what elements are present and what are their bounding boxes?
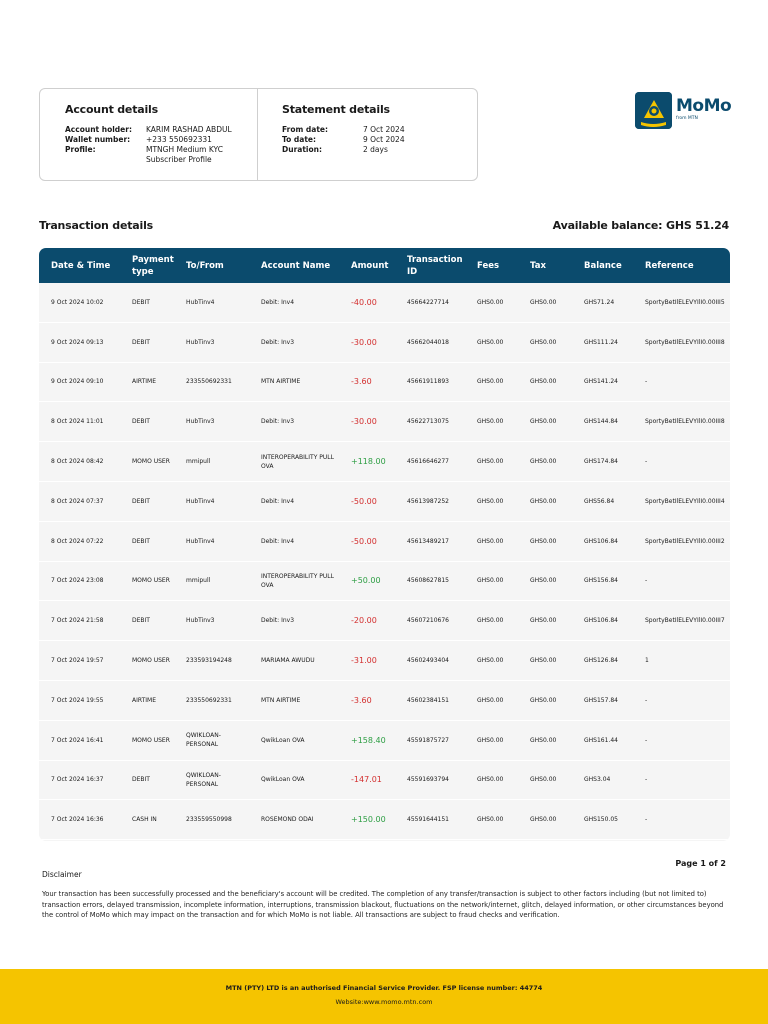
cell-date: 9 Oct 2024 09:13 bbox=[51, 338, 104, 346]
wallet-number-value: +233 550692331 bbox=[146, 135, 212, 144]
cell-payment-type: DEBIT bbox=[132, 497, 150, 505]
momo-logo-sub: from MTN bbox=[676, 116, 698, 121]
cell-amount: +50.00 bbox=[351, 576, 381, 586]
profile-value: MTNGH Medium KYC Subscriber Profile bbox=[146, 145, 223, 164]
table-row bbox=[39, 800, 730, 840]
table-body bbox=[39, 283, 730, 840]
cell-amount: -3.60 bbox=[351, 377, 372, 387]
cell-to-from: HubTinv3 bbox=[186, 418, 215, 426]
cell-reference: - bbox=[645, 736, 648, 744]
cell-fees: GHS0.00 bbox=[477, 657, 504, 665]
cell-account-name: MTN AIRTIME bbox=[261, 378, 301, 386]
cell-reference: - bbox=[645, 577, 648, 585]
disclaimer-title: Disclaimer bbox=[42, 870, 82, 879]
cell-balance: GHS106.84 bbox=[584, 617, 618, 625]
cell-transaction-id: 45662044018 bbox=[407, 338, 449, 346]
column-header: Fees bbox=[477, 260, 500, 271]
table-row bbox=[39, 283, 730, 323]
cell-payment-type: MOMO USER bbox=[132, 458, 170, 466]
to-date-label: To date: bbox=[282, 135, 316, 144]
cell-amount: -50.00 bbox=[351, 536, 377, 546]
cell-balance: GHS156.84 bbox=[584, 577, 618, 585]
column-header: Amount bbox=[351, 260, 389, 271]
cell-reference: - bbox=[645, 378, 648, 386]
transaction-details-title: Transaction details bbox=[39, 219, 154, 232]
cell-fees: GHS0.00 bbox=[477, 617, 504, 625]
available-balance: Available balance: GHS 51.24 bbox=[552, 219, 729, 232]
cell-fees: GHS0.00 bbox=[477, 418, 504, 426]
table-row bbox=[39, 363, 730, 403]
cell-tax: GHS0.00 bbox=[530, 696, 557, 704]
cell-date: 7 Oct 2024 16:36 bbox=[51, 816, 104, 824]
cell-transaction-id: 45607210676 bbox=[407, 617, 449, 625]
cell-fees: GHS0.00 bbox=[477, 298, 504, 306]
cell-tax: GHS0.00 bbox=[530, 458, 557, 466]
table-row bbox=[39, 562, 730, 602]
column-header: Reference bbox=[645, 260, 694, 271]
cell-date: 7 Oct 2024 19:57 bbox=[51, 657, 104, 665]
account-holder-value: KARIM RASHAD ABDUL bbox=[146, 125, 232, 134]
cell-payment-type: DEBIT bbox=[132, 776, 150, 784]
profile-label: Profile: bbox=[65, 145, 96, 154]
cell-amount: +118.00 bbox=[351, 457, 386, 467]
cell-transaction-id: 45591644151 bbox=[407, 816, 449, 824]
table-row bbox=[39, 402, 730, 442]
cell-reference: SportyBetIlELEVYIlI0.00III7 bbox=[645, 617, 725, 625]
cell-fees: GHS0.00 bbox=[477, 378, 504, 386]
cell-balance: GHS3.04 bbox=[584, 776, 611, 784]
cell-transaction-id: 45613987252 bbox=[407, 497, 449, 505]
cell-payment-type: MOMO USER bbox=[132, 657, 170, 665]
cell-account-name: Debit: Inv3 bbox=[261, 338, 295, 346]
cell-account-name: Debit: Inv3 bbox=[261, 617, 295, 625]
cell-balance: GHS71.24 bbox=[584, 298, 615, 306]
cell-reference: SportyBetIlELEVYIlI0.00III8 bbox=[645, 418, 725, 426]
cell-to-from: HubTinv3 bbox=[186, 338, 215, 346]
column-header: Date & Time bbox=[51, 260, 111, 271]
cell-account-name: Debit: Inv3 bbox=[261, 418, 295, 426]
cell-date: 7 Oct 2024 16:41 bbox=[51, 736, 104, 744]
cell-tax: GHS0.00 bbox=[530, 736, 557, 744]
cell-balance: GHS157.84 bbox=[584, 696, 618, 704]
cell-tax: GHS0.00 bbox=[530, 577, 557, 585]
cell-fees: GHS0.00 bbox=[477, 537, 504, 545]
cell-reference: - bbox=[645, 696, 648, 704]
cell-amount: -30.00 bbox=[351, 417, 377, 427]
column-header: Payment type bbox=[132, 254, 174, 277]
cell-tax: GHS0.00 bbox=[530, 816, 557, 824]
cell-transaction-id: 45602384151 bbox=[407, 696, 449, 704]
duration-row bbox=[282, 145, 477, 155]
from-date-label: From date: bbox=[282, 125, 329, 134]
footer-website[interactable]: Website:www.momo.mtn.com bbox=[335, 998, 433, 1006]
disclaimer-text: Your transaction has been successfully processed and the beneficiary's account will be credited. The completion of any transfer/transaction is subject to other factors including (but not limited to) transaction errors, delayed transmission, incomplete information, interruptions, transmission blackout, fluctuations on the network/internet, glitch, delayed information, or other circumstances beyond the control of MoMo which may impact on the transaction and for which MoMo is not liable. All transactions are subject to fraud checks and verification. bbox=[42, 890, 724, 919]
statement-details-title: Statement details bbox=[282, 103, 390, 116]
table-row bbox=[39, 323, 730, 363]
cell-date: 7 Oct 2024 19:55 bbox=[51, 696, 104, 704]
cell-to-from: 233550692331 bbox=[186, 696, 232, 704]
cell-transaction-id: 45664227714 bbox=[407, 298, 449, 306]
account-holder-row bbox=[65, 125, 257, 135]
cell-to-from: mmipull bbox=[186, 458, 211, 466]
cell-account-name: QwikLoan OVA bbox=[261, 736, 305, 744]
column-header: Account Name bbox=[261, 260, 331, 271]
cell-balance: GHS150.05 bbox=[584, 816, 618, 824]
cell-account-name: Debit: Inv4 bbox=[261, 537, 295, 545]
cell-reference: - bbox=[645, 776, 648, 784]
momo-logo bbox=[635, 92, 731, 129]
column-header: Balance bbox=[584, 260, 622, 271]
cell-fees: GHS0.00 bbox=[477, 816, 504, 824]
cell-balance: GHS161.44 bbox=[584, 736, 618, 744]
cell-fees: GHS0.00 bbox=[477, 497, 504, 505]
cell-to-from: QWIKLOAN-PERSONAL bbox=[186, 771, 221, 788]
cell-payment-type: AIRTIME bbox=[132, 696, 157, 704]
cell-account-name: MTN AIRTIME bbox=[261, 696, 301, 704]
cell-amount: -40.00 bbox=[351, 297, 377, 307]
cell-fees: GHS0.00 bbox=[477, 338, 504, 346]
cell-fees: GHS0.00 bbox=[477, 776, 504, 784]
cell-amount: -147.01 bbox=[351, 775, 382, 785]
cell-reference: SportyBetIlELEVYIlI0.00III5 bbox=[645, 298, 725, 306]
cell-payment-type: CASH IN bbox=[132, 816, 157, 824]
table-row bbox=[39, 442, 730, 482]
cell-to-from: QWIKLOAN-PERSONAL bbox=[186, 732, 221, 749]
from-date-value: 7 Oct 2024 bbox=[363, 125, 405, 134]
cell-account-name: INTEROPERABILITY PULL OVA bbox=[261, 572, 334, 589]
cell-balance: GHS111.24 bbox=[584, 338, 618, 346]
cell-amount: -3.60 bbox=[351, 695, 372, 705]
table-row bbox=[39, 601, 730, 641]
cell-date: 9 Oct 2024 10:02 bbox=[51, 298, 104, 306]
cell-account-name: MARIAMA AWUDU bbox=[261, 657, 315, 665]
cell-balance: GHS141.24 bbox=[584, 378, 618, 386]
cell-to-from: HubTinv3 bbox=[186, 617, 215, 625]
cell-fees: GHS0.00 bbox=[477, 736, 504, 744]
profile-row bbox=[65, 145, 257, 165]
momo-logo-icon bbox=[635, 92, 672, 129]
account-holder-label: Account holder: bbox=[65, 125, 132, 134]
cell-transaction-id: 45602493404 bbox=[407, 657, 449, 665]
cell-date: 8 Oct 2024 07:22 bbox=[51, 537, 104, 545]
page-number: Page 1 of 2 bbox=[675, 859, 726, 868]
cell-payment-type: DEBIT bbox=[132, 617, 150, 625]
cell-date: 9 Oct 2024 09:10 bbox=[51, 378, 104, 386]
cell-payment-type: AIRTIME bbox=[132, 378, 157, 386]
cell-tax: GHS0.00 bbox=[530, 776, 557, 784]
cell-to-from: 233559550998 bbox=[186, 816, 232, 824]
cell-transaction-id: 45591693794 bbox=[407, 776, 449, 784]
cell-tax: GHS0.00 bbox=[530, 338, 557, 346]
footer bbox=[0, 969, 768, 1024]
cell-reference: SportyBetIlELEVYIlI0.00III8 bbox=[645, 338, 725, 346]
account-details-title: Account details bbox=[65, 103, 158, 116]
cell-tax: GHS0.00 bbox=[530, 418, 557, 426]
cell-account-name: ROSEMOND ODAI bbox=[261, 816, 314, 824]
duration-value: 2 days bbox=[363, 145, 388, 154]
cell-amount: +158.40 bbox=[351, 735, 386, 745]
cell-to-from: HubTinv4 bbox=[186, 298, 215, 306]
cell-payment-type: DEBIT bbox=[132, 338, 150, 346]
table-row bbox=[39, 641, 730, 681]
cell-date: 7 Oct 2024 21:58 bbox=[51, 617, 104, 625]
cell-payment-type: MOMO USER bbox=[132, 577, 170, 585]
table-row bbox=[39, 721, 730, 761]
cell-amount: -50.00 bbox=[351, 496, 377, 506]
table-row bbox=[39, 681, 730, 721]
cell-payment-type: MOMO USER bbox=[132, 736, 170, 744]
column-header: Tax bbox=[530, 260, 546, 271]
cell-account-name: Debit: Inv4 bbox=[261, 497, 295, 505]
cell-tax: GHS0.00 bbox=[530, 298, 557, 306]
wallet-number-row bbox=[65, 135, 257, 145]
cell-fees: GHS0.00 bbox=[477, 577, 504, 585]
cell-tax: GHS0.00 bbox=[530, 537, 557, 545]
cell-reference: 1 bbox=[645, 657, 649, 665]
cell-balance: GHS174.84 bbox=[584, 458, 618, 466]
duration-label: Duration: bbox=[282, 145, 322, 154]
cell-account-name: QwikLoan OVA bbox=[261, 776, 305, 784]
cell-date: 7 Oct 2024 16:37 bbox=[51, 776, 104, 784]
statement-details bbox=[258, 89, 477, 180]
cell-balance: GHS144.84 bbox=[584, 418, 618, 426]
cell-fees: GHS0.00 bbox=[477, 458, 504, 466]
cell-to-from: mmipull bbox=[186, 577, 211, 585]
momo-logo-name: MoMo bbox=[676, 96, 732, 116]
cell-reference: - bbox=[645, 458, 648, 466]
column-header: To/From bbox=[186, 260, 224, 271]
footer-license: MTN (PTY) LTD is an authorised Financial Service Provider. FSP license number: 44774 bbox=[225, 984, 543, 992]
from-date-row bbox=[282, 125, 477, 135]
table-header bbox=[39, 248, 730, 283]
cell-date: 8 Oct 2024 07:37 bbox=[51, 497, 104, 505]
cell-to-from: HubTinv4 bbox=[186, 537, 215, 545]
cell-transaction-id: 45622713075 bbox=[407, 418, 449, 426]
cell-date: 8 Oct 2024 11:01 bbox=[51, 418, 104, 426]
cell-balance: GHS106.84 bbox=[584, 537, 618, 545]
cell-payment-type: DEBIT bbox=[132, 418, 150, 426]
cell-transaction-id: 45661911893 bbox=[407, 378, 449, 386]
to-date-row bbox=[282, 135, 477, 145]
cell-tax: GHS0.00 bbox=[530, 657, 557, 665]
cell-fees: GHS0.00 bbox=[477, 696, 504, 704]
cell-amount: +150.00 bbox=[351, 815, 386, 825]
cell-date: 7 Oct 2024 23:08 bbox=[51, 577, 104, 585]
cell-tax: GHS0.00 bbox=[530, 497, 557, 505]
cell-reference: SportyBetIlELEVYIlI0.00III2 bbox=[645, 537, 725, 545]
momo-logo-text bbox=[676, 92, 731, 121]
to-date-value: 9 Oct 2024 bbox=[363, 135, 405, 144]
cell-tax: GHS0.00 bbox=[530, 617, 557, 625]
table-row bbox=[39, 761, 730, 801]
transactions-table bbox=[39, 248, 730, 841]
wallet-number-label: Wallet number: bbox=[65, 135, 131, 144]
account-details bbox=[40, 89, 258, 180]
cell-transaction-id: 45608627815 bbox=[407, 577, 449, 585]
info-box bbox=[39, 88, 478, 181]
column-header: Transaction ID bbox=[407, 254, 463, 277]
cell-transaction-id: 45616646277 bbox=[407, 458, 449, 466]
cell-amount: -31.00 bbox=[351, 656, 377, 666]
table-row bbox=[39, 522, 730, 562]
table-row bbox=[39, 482, 730, 522]
cell-payment-type: DEBIT bbox=[132, 298, 150, 306]
cell-account-name: Debit: Inv4 bbox=[261, 298, 295, 306]
cell-payment-type: DEBIT bbox=[132, 537, 150, 545]
cell-amount: -30.00 bbox=[351, 337, 377, 347]
cell-transaction-id: 45613489217 bbox=[407, 537, 449, 545]
cell-balance: GHS126.84 bbox=[584, 657, 618, 665]
cell-to-from: 233550692331 bbox=[186, 378, 232, 386]
cell-account-name: INTEROPERABILITY PULL OVA bbox=[261, 453, 334, 470]
cell-to-from: 233593194248 bbox=[186, 657, 232, 665]
cell-to-from: HubTinv4 bbox=[186, 497, 215, 505]
cell-balance: GHS56.84 bbox=[584, 497, 615, 505]
cell-tax: GHS0.00 bbox=[530, 378, 557, 386]
cell-transaction-id: 45591875727 bbox=[407, 736, 449, 744]
cell-date: 8 Oct 2024 08:42 bbox=[51, 458, 104, 466]
cell-amount: -20.00 bbox=[351, 616, 377, 626]
cell-reference: SportyBetIlELEVYIlI0.00III4 bbox=[645, 497, 725, 505]
cell-reference: - bbox=[645, 816, 648, 824]
